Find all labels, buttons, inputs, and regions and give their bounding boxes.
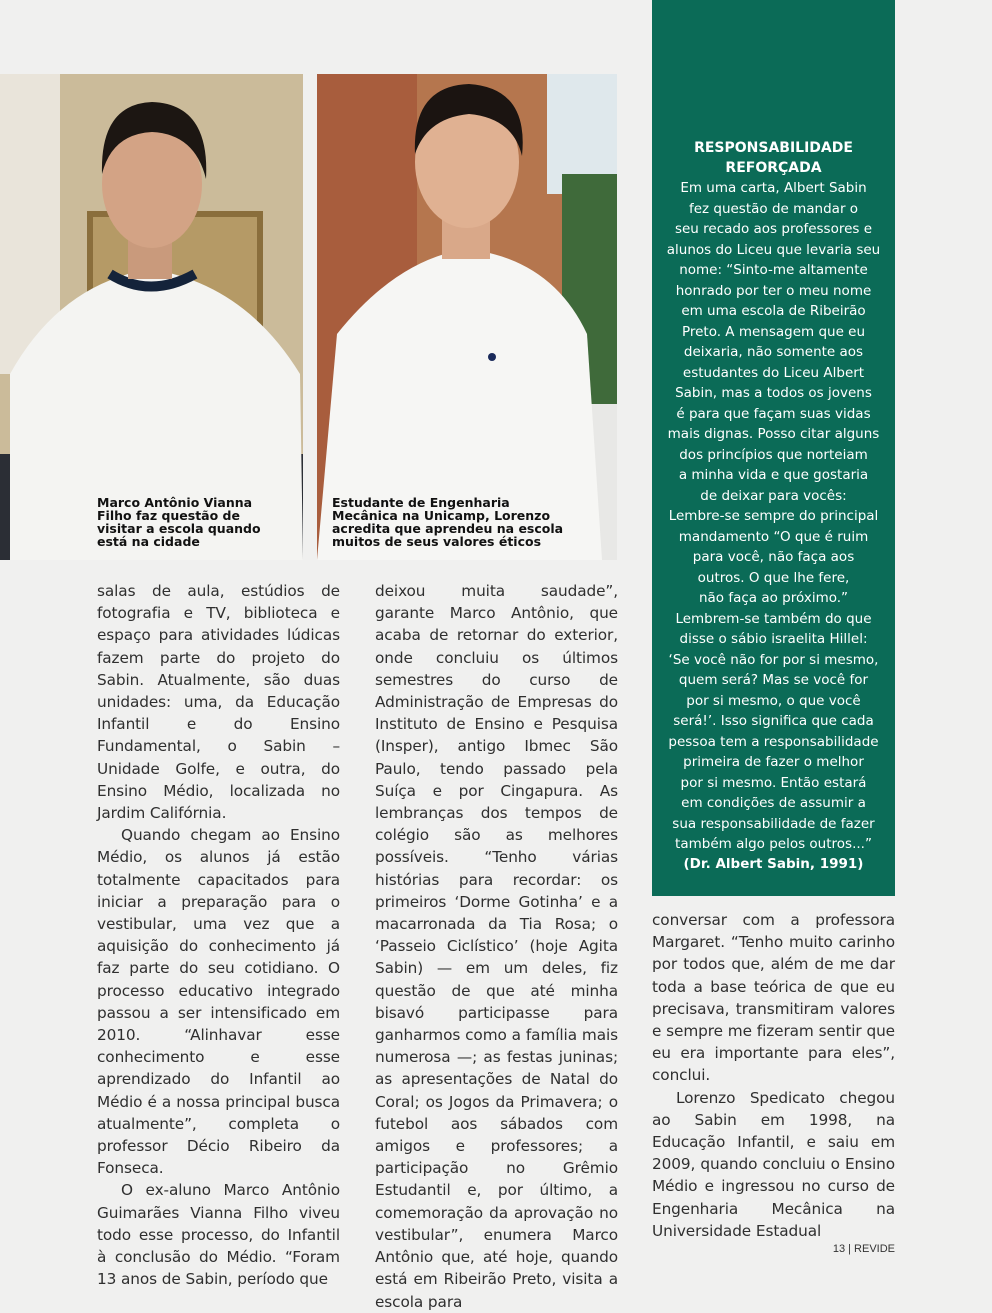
- photo-caption-marco: Marco Antônio Vianna Filho faz questão de visitar a escola quando está na cidade: [97, 495, 261, 549]
- article-column-1: [97, 580, 340, 1291]
- photo-marco-illustration: [0, 74, 303, 560]
- paragraph: Lorenzo Spedicato chegou ao Sabin em 1998, na Educação Infantil, e saiu em 2009, quando concluiu o Ensino Médio e ingressou no curso de Engenharia Mecânica na Universidade Estadual: [652, 1088, 895, 1240]
- photo-lorenzo: [317, 74, 617, 560]
- paragraph: deixou muita saudade”, garante Marco Antônio, que acaba de retornar do exterior, onde concluiu os últimos semestres do curso de Administração de Empresas do Instituto de Ensino e Pesquisa (Insper), antigo Ibmec São Paulo, tendo passado pela Suíça e por Cingapura. As lembranças dos tempos de colégio são as melhores possíveis. “Tenho várias histórias para recordar: os primeiros ‘Dorme Gotinha’ e a macarronada da Tia Rosa; o ‘Passeio Ciclístico’ (hoje Agita Sabin) — em um deles, fiz questão de que até minha bisavó participasse para ganharmos como a família mais numerosa —; as festas juninas; as apresentações de Natal do Coral; os Jogos da Primavera; o futebol aos sábados com amigos e professores; a participação no Grêmio Estudantil e, por último, a comemoração da aprovação no vestibular”, enumera Marco Antônio que, até hoje, quando está em Ribeirão Preto, visita a escola para: [375, 582, 618, 1311]
- paragraph: Quando chegam ao Ensino Médio, os alunos já estão totalmente capacitados para iniciar a preparação para o vestibular, uma vez que a aquisição do conhecimento já faz parte do seu cotidiano. O processo educativo integrado passou a ser intensificado em 2010. “Alinhavar esse conhecimento e esse aprendizado do Infantil ao Médio é a nossa principal busca atualmente”, completa o professor Décio Ribeiro da Fonseca.: [97, 826, 340, 1178]
- photo-marco-antonio: [0, 74, 303, 560]
- sidebar-title: RESPONSABILIDADE REFORÇADA: [694, 140, 853, 176]
- photo-caption-lorenzo: Estudante de Engenharia Mecânica na Unicamp, Lorenzo acredita que aprendeu na escola muitos de seus valores éticos: [332, 495, 564, 549]
- paragraph: salas de aula, estúdios de fotografia e TV, biblioteca e espaço para atividades lúdicas fazem parte do projeto do Sabin. Atualmente, são duas unidades: uma, da Educação Infantil e do Ensino Fundamental, o Sabin – Unidade Golfe, e outra, do Ensino Médio, localizada no Jardim Califórnia.: [97, 582, 340, 823]
- article-column-3: [652, 909, 895, 1242]
- sidebar-box: [652, 0, 895, 896]
- photo-lorenzo-illustration: [317, 74, 617, 560]
- page-footer: 13 | REVIDE: [832, 1243, 895, 1255]
- sidebar-signature: (Dr. Albert Sabin, 1991): [683, 856, 864, 872]
- article-column-2: [375, 580, 618, 1313]
- paragraph: O ex-aluno Marco Antônio Guimarães Vianna Filho viveu todo esse processo, do Infantil à conclusão do Médio. “Foram 13 anos de Sabin, período que: [97, 1181, 340, 1289]
- paragraph: conversar com a professora Margaret. “Tenho muito carinho por todos que, além de me dar toda a base teórica de que eu precisava, transmitiram valores e sempre me fizeram sentir que eu era importante para eles”, conclui.: [652, 911, 895, 1085]
- sidebar-quote: Em uma carta, Albert Sabin fez questão de mandar o seu recado aos professores e alunos do Liceu que levaria seu nome: “Sinto-me altamente honrado por ter o meu nome em uma escola de Ribeirão Preto. A mensagem que eu deixaria, não somente aos estudantes do Liceu Albert Sabin, mas a todos os jovens é para que façam suas vidas mais dignas. Posso citar alguns dos princípios que norteiam a minha vida e que gostaria de deixar para vocês: Lembre-se sempre do principal mandamento “O que é ruim para você, não faça aos outros. O que lhe fere, não faça ao próximo.” Lembrem-se também do que disse o sábio israelita Hillel: ‘Se você não for por si mesmo, quem será? Mas se você for por si mesmo, o que você será!’. Isso significa que cada pessoa tem a responsabilidade primeira de fazer o melhor por si mesmo. Então estará em condições de assumir a sua responsabilidade de fazer também algo pelos outros...”: [666, 180, 881, 852]
